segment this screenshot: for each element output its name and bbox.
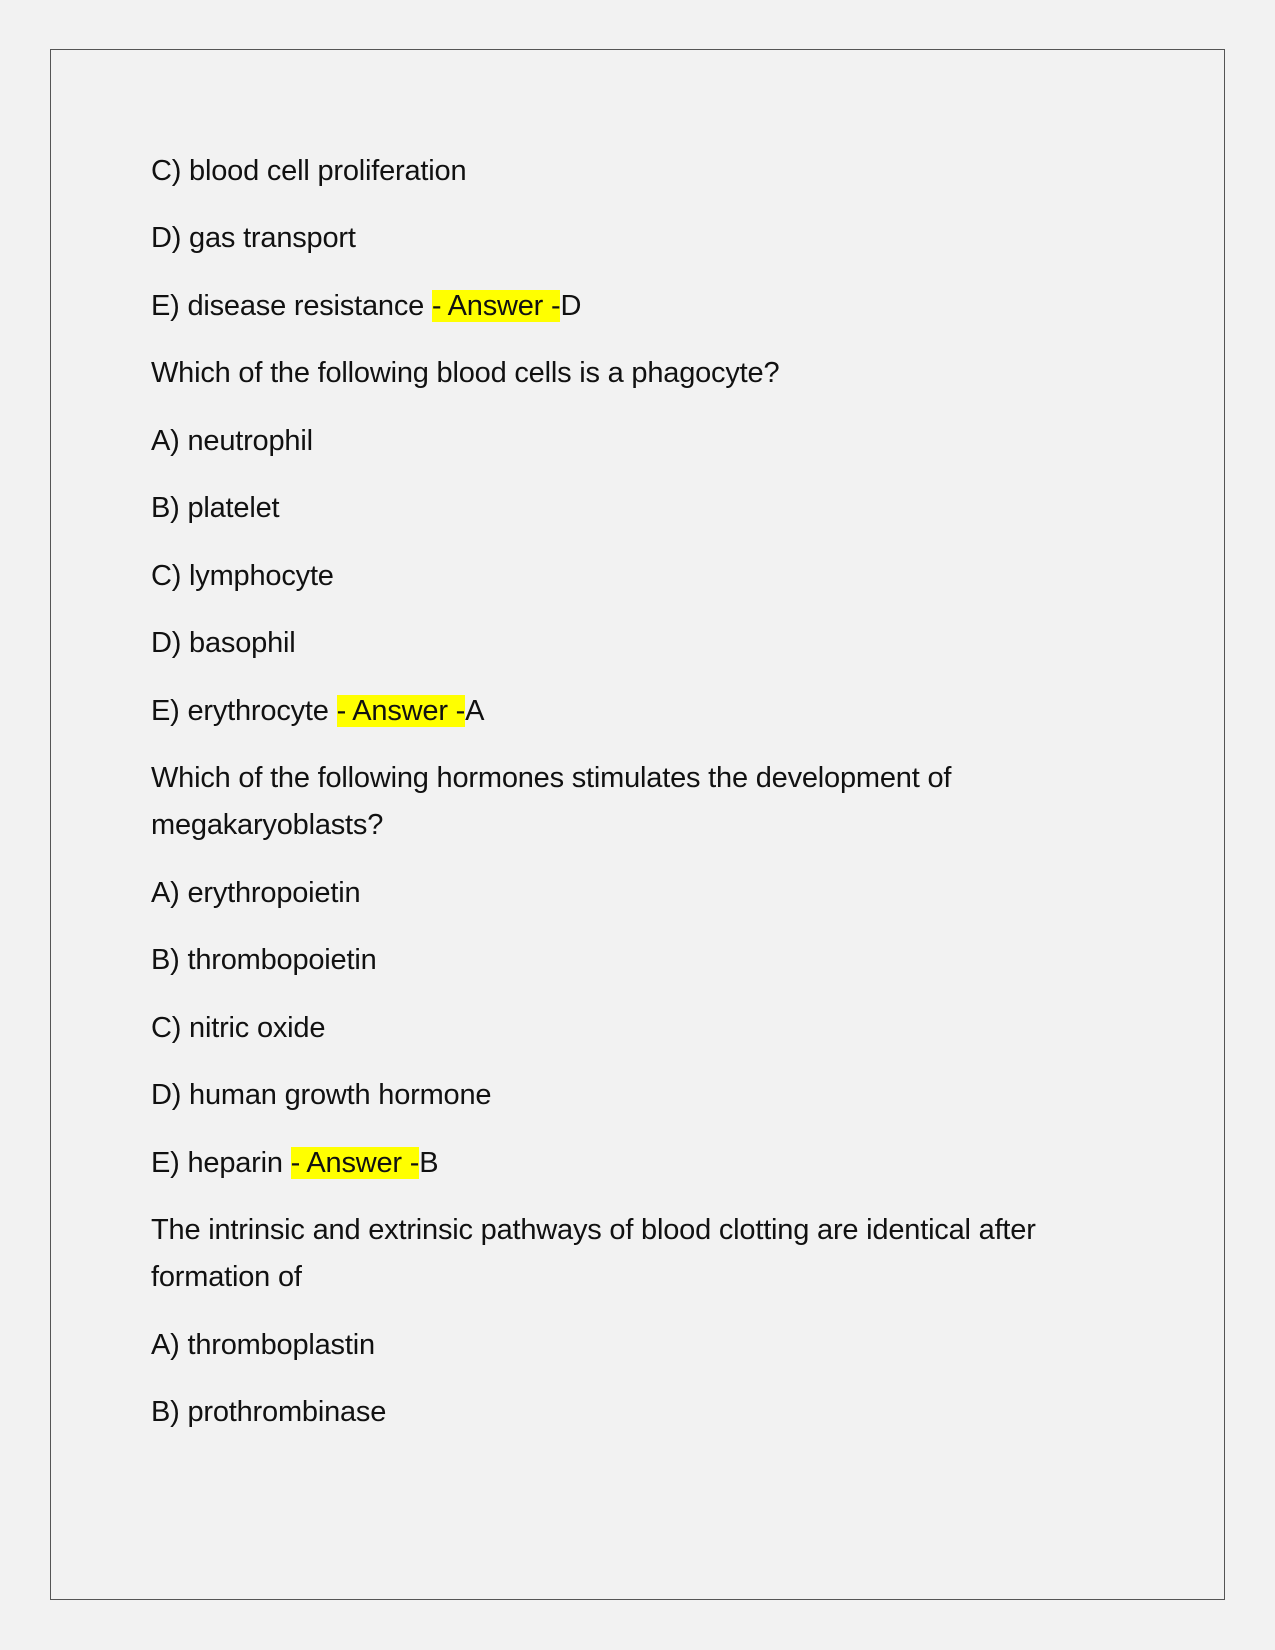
answer-letter: B <box>419 1147 439 1179</box>
option-line <box>151 937 377 984</box>
line-text: C) lymphocyte <box>151 560 334 592</box>
option-line <box>151 283 581 330</box>
line-text: Which of the following blood cells is a phagocyte? <box>151 357 780 389</box>
option-line <box>151 870 360 917</box>
question-line <box>151 1207 1036 1254</box>
option-line <box>151 1005 325 1052</box>
option-line <box>151 418 313 465</box>
line-text: formation of <box>151 1261 302 1293</box>
line-text: E) heparin <box>151 1147 291 1179</box>
answer-letter: D <box>560 290 582 322</box>
line-text: D) human growth hormone <box>151 1079 492 1111</box>
question-line <box>151 755 951 802</box>
option-line <box>151 553 334 600</box>
answer-highlight: - Answer - <box>336 695 466 727</box>
line-text: megakaryoblasts? <box>151 809 384 841</box>
line-text: E) erythrocyte <box>151 695 337 727</box>
line-text: B) thrombopoietin <box>151 944 377 976</box>
option-line <box>151 688 484 735</box>
question-line <box>151 802 383 849</box>
line-text: Which of the following hormones stimulates the development of <box>151 762 952 794</box>
line-text: C) nitric oxide <box>151 1012 326 1044</box>
option-line <box>151 1389 386 1436</box>
line-text: D) basophil <box>151 627 296 659</box>
option-line <box>151 1140 438 1187</box>
line-text: E) disease resistance <box>151 290 432 322</box>
option-line <box>151 148 466 195</box>
option-line <box>151 1322 375 1369</box>
answer-letter: A <box>465 695 485 727</box>
answer-highlight: - Answer - <box>290 1147 420 1179</box>
question-line <box>151 1254 302 1301</box>
line-text: C) blood cell proliferation <box>151 155 467 187</box>
option-line <box>151 215 356 262</box>
option-line <box>151 485 279 532</box>
line-text: A) neutrophil <box>151 425 313 457</box>
option-line <box>151 1072 491 1119</box>
line-text: B) platelet <box>151 492 280 524</box>
line-text: A) thromboplastin <box>151 1329 375 1361</box>
line-text: A) erythropoietin <box>151 877 361 909</box>
answer-highlight: - Answer - <box>431 290 561 322</box>
line-text: The intrinsic and extrinsic pathways of blood clotting are identical after <box>151 1214 1036 1246</box>
option-line <box>151 620 296 667</box>
question-line <box>151 350 779 397</box>
line-text: D) gas transport <box>151 222 356 254</box>
line-text: B) prothrombinase <box>151 1396 387 1428</box>
